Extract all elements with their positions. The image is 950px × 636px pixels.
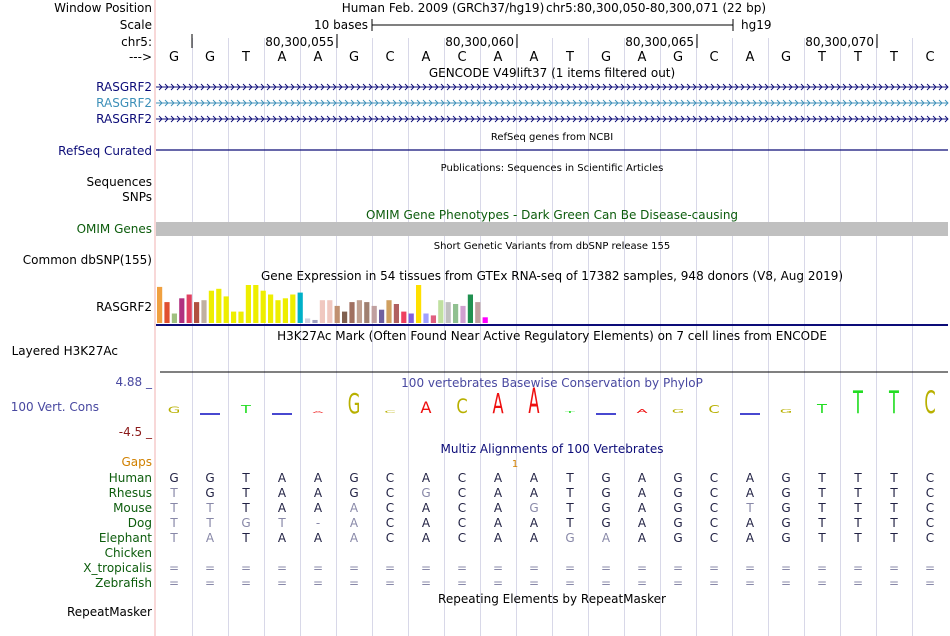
alignment-base: =	[456, 576, 468, 590]
conservation-max-label: 4.88 _	[115, 375, 152, 389]
alignment-base: =	[312, 561, 324, 575]
refseq-curated-label[interactable]: RefSeq Curated	[58, 144, 152, 158]
alignment-base: C	[709, 471, 719, 485]
alignment-base: G	[349, 486, 359, 500]
gtex-tissue-bar[interactable]	[209, 291, 214, 323]
alignment-base: =	[420, 561, 432, 575]
gtex-tissue-bar[interactable]	[312, 320, 317, 323]
alignment-base: A	[313, 486, 323, 500]
alignment-base: T	[818, 501, 826, 515]
alignment-base: A	[493, 531, 503, 545]
base-letter: G	[168, 50, 180, 65]
base-letter: T	[854, 50, 862, 65]
base-letter: C	[385, 50, 395, 65]
base-letter: A	[529, 50, 539, 65]
base-letter: C	[925, 50, 935, 65]
gtex-tissue-bar[interactable]	[261, 291, 266, 323]
alignment-base: =	[780, 561, 792, 575]
alignment-base: G	[673, 471, 683, 485]
alignment-base: A	[493, 471, 503, 485]
alignment-base: C	[385, 501, 395, 515]
gtex-tissue-bar[interactable]	[342, 312, 347, 323]
gtex-tissue-bar[interactable]	[431, 315, 436, 323]
alignment-base: A	[529, 471, 539, 485]
alignment-base: T	[818, 516, 826, 530]
gtex-tissue-bar[interactable]	[275, 300, 280, 323]
alignment-base: =	[528, 561, 540, 575]
alignment-base: G	[601, 501, 611, 515]
alignment-base: G	[673, 531, 683, 545]
base-letter: G	[348, 50, 360, 65]
conservation-letter: G	[347, 388, 361, 421]
base-letter: G	[204, 50, 216, 65]
chromosome-label: chr5:	[121, 35, 152, 49]
alignment-base: =	[636, 561, 648, 575]
alignment-base: C	[457, 516, 467, 530]
alignment-base: =	[168, 576, 180, 590]
alignment-base: G	[601, 486, 611, 500]
species-label[interactable]: X_tropicalis	[83, 561, 152, 575]
alignment-base: =	[888, 561, 900, 575]
base-letter: A	[637, 50, 647, 65]
gtex-tissue-bar[interactable]	[238, 312, 243, 323]
species-label[interactable]: Elephant	[98, 531, 152, 545]
alignment-base: A	[637, 471, 647, 485]
scale-db: hg19	[741, 18, 772, 32]
dbsnp-track-title[interactable]: Short Genetic Variants from dbSNP release 155	[433, 241, 671, 252]
publications-track-title[interactable]: Publications: Sequences in Scientific Articles	[440, 163, 664, 174]
alignment-base: =	[276, 561, 288, 575]
gaps-label: Gaps	[121, 455, 152, 469]
alignment-base: A	[637, 486, 647, 500]
gtex-tissue-bar[interactable]	[246, 285, 251, 323]
alignment-base: T	[242, 531, 250, 545]
alignment-base: =	[492, 561, 504, 575]
alignment-base: =	[924, 576, 936, 590]
alignment-base: A	[493, 516, 503, 530]
base-letter: A	[313, 50, 323, 65]
gencode-transcript-label[interactable]: RASGRF2	[96, 112, 152, 126]
gtex-tissue-bar[interactable]	[335, 306, 340, 323]
alignment-base: =	[384, 576, 396, 590]
conservation-letter: A	[636, 408, 648, 415]
alignment-base: T	[170, 516, 178, 530]
alignment-base: T	[170, 501, 178, 515]
conservation-neg-mark	[596, 413, 616, 415]
h3k27ac-track-title[interactable]: H3K27Ac Mark (Often Found Near Active Regulatory Elements) on 7 cell lines from ENCODE	[277, 329, 827, 343]
refseq-track-title[interactable]: RefSeq genes from NCBI	[490, 132, 614, 143]
base-letter: A	[277, 50, 287, 65]
alignment-base: C	[457, 501, 467, 515]
alignment-base: A	[493, 486, 503, 500]
alignment-base: =	[816, 576, 828, 590]
alignment-base: =	[672, 561, 684, 575]
alignment-base: A	[349, 501, 359, 515]
alignment-base: A	[313, 501, 323, 515]
conservation-letter: T	[889, 384, 899, 421]
alignment-base: =	[708, 576, 720, 590]
alignment-base: C	[385, 516, 395, 530]
alignment-base: =	[636, 576, 648, 590]
alignment-base: =	[744, 576, 756, 590]
gtex-tissue-bar[interactable]	[423, 314, 428, 324]
gtex-tissue-bar[interactable]	[187, 295, 192, 324]
gtex-tissue-bar[interactable]	[357, 300, 362, 323]
assembly-name[interactable]: Human Feb. 2009 (GRCh37/hg19)	[341, 1, 545, 15]
repeatmasker-label[interactable]: RepeatMasker	[66, 605, 152, 619]
conservation-letter: G	[671, 408, 685, 415]
alignment-base: C	[925, 516, 935, 530]
alignment-base: G	[673, 501, 683, 515]
alignment-base: =	[852, 561, 864, 575]
alignment-base: T	[566, 516, 574, 530]
alignment-base: C	[709, 516, 719, 530]
sequences-label[interactable]: Sequences	[86, 175, 152, 189]
species-label[interactable]: Human	[108, 471, 152, 485]
alignment-base: A	[745, 486, 755, 500]
alignment-base: T	[854, 501, 862, 515]
alignment-base: G	[565, 531, 575, 545]
gtex-tissue-bar[interactable]	[394, 304, 399, 323]
alignment-base: T	[170, 531, 178, 545]
alignment-base: G	[529, 501, 539, 515]
gtex-tissue-bar[interactable]	[327, 300, 332, 323]
conservation-letter: G	[167, 405, 181, 416]
alignment-base: =	[312, 576, 324, 590]
alignment-base: C	[925, 471, 935, 485]
alignment-base: G	[205, 471, 215, 485]
alignment-base: T	[170, 486, 178, 500]
alignment-base: T	[890, 516, 898, 530]
alignment-base: G	[241, 516, 251, 530]
base-letter: A	[493, 50, 503, 65]
alignment-base: T	[566, 501, 574, 515]
alignment-base: T	[890, 531, 898, 545]
alignment-base: C	[457, 486, 467, 500]
alignment-base: =	[888, 576, 900, 590]
conservation-letter: A	[528, 382, 540, 422]
species-label[interactable]: Dog	[127, 516, 152, 530]
species-label[interactable]: Mouse	[113, 501, 152, 515]
genomic-position[interactable]: chr5:80,300,050-80,300,071 (22 bp)	[545, 1, 767, 15]
alignment-base: C	[925, 486, 935, 500]
gtex-tissue-bar[interactable]	[194, 302, 199, 323]
gtex-track-title[interactable]: Gene Expression in 54 tissues from GTEx RNA-seq of 17382 samples, 948 donors (V8, Aug 2019)	[260, 269, 844, 283]
conservation-letter: C	[384, 409, 396, 414]
gtex-tissue-bar[interactable]	[468, 295, 473, 324]
conservation-letter: T	[241, 403, 251, 417]
gencode-transcript-label[interactable]: RASGRF2	[96, 80, 152, 94]
alignment-base: G	[781, 501, 791, 515]
alignment-base: A	[529, 486, 539, 500]
alignment-base: A	[277, 501, 287, 515]
alignment-base: A	[313, 471, 323, 485]
base-letter: C	[457, 50, 467, 65]
base-letter: A	[421, 50, 431, 65]
coordinate-ruler	[192, 34, 877, 49]
alignment-base: =	[348, 576, 360, 590]
alignment-base: G	[673, 486, 683, 500]
alignment-base: T	[890, 471, 898, 485]
alignment-base: G	[781, 531, 791, 545]
multiz-track-title[interactable]: Multiz Alignments of 100 Vertebrates	[440, 442, 664, 456]
alignment-base: =	[744, 561, 756, 575]
gtex-tissue-bar[interactable]	[483, 317, 488, 323]
alignment-base: T	[242, 501, 250, 515]
base-letter: T	[890, 50, 898, 65]
conservation-letter: A	[312, 410, 324, 414]
alignment-base: =	[564, 561, 576, 575]
alignment-base: T	[206, 501, 214, 515]
alignment-base: =	[708, 561, 720, 575]
gtex-tissue-bar[interactable]	[409, 314, 414, 324]
gtex-tissue-bar[interactable]	[172, 314, 177, 324]
alignment-base: =	[600, 576, 612, 590]
alignment-base: G	[421, 486, 431, 500]
gtex-tissue-bar[interactable]	[268, 295, 273, 324]
alignment-base: T	[854, 486, 862, 500]
gencode-track-title[interactable]: GENCODE V49lift37 (1 items filtered out)	[428, 66, 676, 80]
alignment-base: C	[457, 531, 467, 545]
alignment-base: A	[421, 516, 431, 530]
alignment-base: A	[637, 531, 647, 545]
gtex-tissue-bar[interactable]	[320, 300, 325, 323]
alignment-base: A	[277, 471, 287, 485]
conservation-letter: T	[853, 384, 863, 421]
alignment-base: C	[709, 486, 719, 500]
alignment-base: =	[492, 576, 504, 590]
conservation-neg-mark	[740, 413, 760, 415]
alignment-base: =	[564, 576, 576, 590]
species-label[interactable]: Rhesus	[108, 486, 152, 500]
alignment-base: C	[925, 501, 935, 515]
gtex-tissue-bar[interactable]	[179, 298, 184, 323]
alignment-base: G	[601, 516, 611, 530]
alignment-base: A	[349, 516, 359, 530]
gtex-tissue-bar[interactable]	[157, 287, 162, 323]
alignment-base: =	[240, 576, 252, 590]
base-letter: T	[818, 50, 826, 65]
alignment-base: G	[781, 486, 791, 500]
ruler-coordinate: 80,300,065	[625, 35, 694, 49]
alignment-base: A	[745, 516, 755, 530]
gtex-tissue-bar[interactable]	[379, 310, 384, 323]
alignment-base: G	[205, 486, 215, 500]
gtex-tissue-bar[interactable]	[386, 300, 391, 323]
gap-marker: 1	[511, 459, 519, 470]
alignment-base: A	[421, 471, 431, 485]
alignment-base: A	[637, 516, 647, 530]
alignment-base: =	[528, 576, 540, 590]
alignment-base: =	[348, 561, 360, 575]
alignment-base: =	[276, 576, 288, 590]
strand-arrow-label: --->	[128, 50, 152, 64]
alignment-base: A	[313, 531, 323, 545]
alignment-base: T	[818, 471, 826, 485]
gtex-tissue-bar[interactable]	[349, 302, 354, 323]
alignment-base: C	[385, 486, 395, 500]
gtex-tissue-bar[interactable]	[283, 298, 288, 323]
species-label[interactable]: Zebrafish	[95, 576, 152, 590]
alignment-base: A	[637, 501, 647, 515]
alignment-base: T	[890, 501, 898, 515]
gtex-tissue-bar[interactable]	[446, 302, 451, 323]
dbsnp-label[interactable]: Common dbSNP(155)	[22, 253, 152, 267]
conservation-letter: C	[708, 403, 720, 417]
alignment-base: A	[277, 531, 287, 545]
ruler-coordinate: 80,300,070	[805, 35, 874, 49]
gtex-tissue-bar[interactable]	[164, 302, 169, 323]
conservation-track-title[interactable]: 100 vertebrates Basewise Conservation by PhyloP	[401, 376, 703, 390]
alignment-base: A	[421, 531, 431, 545]
alignment-base: C	[457, 471, 467, 485]
gencode-track[interactable]	[96, 80, 948, 126]
conservation-letter: C	[456, 396, 468, 419]
omim-gene-bar[interactable]	[156, 222, 948, 236]
alignment-base: C	[925, 531, 935, 545]
conservation-letter: G	[779, 408, 793, 415]
conservation-min-label: -4.5 _	[118, 425, 152, 439]
gtex-tissue-bar[interactable]	[253, 285, 258, 323]
alignment-base: A	[349, 531, 359, 545]
gtex-tissue-bar[interactable]	[305, 318, 310, 323]
snps-label[interactable]: SNPs	[122, 190, 152, 204]
species-label[interactable]: Chicken	[104, 546, 152, 560]
gtex-tissue-bar[interactable]	[290, 295, 295, 324]
alignment-base: T	[278, 516, 286, 530]
alignment-base: C	[385, 531, 395, 545]
conservation-neg-mark	[200, 413, 220, 415]
gtex-tissue-bar[interactable]	[460, 306, 465, 323]
alignment-base: =	[240, 561, 252, 575]
base-letter: G	[780, 50, 792, 65]
alignment-base: =	[420, 576, 432, 590]
gtex-tissue-bar[interactable]	[231, 312, 236, 323]
alignment-base: T	[854, 516, 862, 530]
alignment-base: T	[566, 471, 574, 485]
ruler-coordinate: 80,300,060	[445, 35, 514, 49]
omim-genes-label[interactable]: OMIM Genes	[76, 222, 152, 236]
alignment-base: C	[709, 531, 719, 545]
alignment-base: T	[890, 486, 898, 500]
gtex-tissue-bar[interactable]	[475, 302, 480, 323]
conservation-letter: C	[924, 384, 936, 421]
alignment-base: G	[349, 471, 359, 485]
gtex-tissue-bar[interactable]	[224, 296, 229, 323]
alignment-base: C	[709, 501, 719, 515]
alignment-base: =	[600, 561, 612, 575]
base-letter: C	[709, 50, 719, 65]
alignment-base: =	[456, 561, 468, 575]
alignment-base: T	[818, 531, 826, 545]
alignment-base: A	[421, 501, 431, 515]
conservation-neg-mark	[272, 413, 292, 415]
alignment-base: G	[169, 471, 179, 485]
alignment-base: =	[816, 561, 828, 575]
alignment-base: T	[854, 471, 862, 485]
window-position-label: Window Position	[54, 1, 152, 15]
alignment-base: A	[745, 471, 755, 485]
gtex-tissue-bar[interactable]	[438, 300, 443, 323]
base-letter: T	[566, 50, 574, 65]
conservation-letter: T	[565, 410, 575, 414]
h3k27ac-label[interactable]: Layered H3K27Ac	[11, 344, 118, 358]
alignment-base: =	[780, 576, 792, 590]
alignment-base: T	[242, 486, 250, 500]
gtex-tissue-bar[interactable]	[201, 300, 206, 323]
alignment-base: =	[924, 561, 936, 575]
alignment-base: T	[746, 501, 754, 515]
multiz-alignment[interactable]	[83, 471, 935, 590]
omim-track-title[interactable]: OMIM Gene Phenotypes - Dark Green Can Be Disease-causing	[365, 208, 739, 222]
gtex-tissue-bar[interactable]	[372, 306, 377, 323]
base-sequence	[169, 50, 935, 65]
alignment-base: =	[204, 576, 216, 590]
ruler-coordinate: 80,300,055	[265, 35, 334, 49]
alignment-base: G	[601, 471, 611, 485]
alignment-base: G	[781, 516, 791, 530]
alignment-base: A	[493, 501, 503, 515]
alignment-base: T	[854, 531, 862, 545]
scale-text: 10 bases	[314, 18, 368, 32]
alignment-base: T	[566, 486, 574, 500]
alignment-base: A	[277, 486, 287, 500]
alignment-base: T	[206, 516, 214, 530]
alignment-base: C	[385, 471, 395, 485]
alignment-base: =	[204, 561, 216, 575]
alignment-base: =	[672, 576, 684, 590]
gtex-tissue-bar[interactable]	[364, 302, 369, 323]
alignment-base: T	[242, 471, 250, 485]
alignment-base: A	[529, 516, 539, 530]
gencode-transcript-label[interactable]: RASGRF2	[96, 96, 152, 110]
alignment-base: =	[384, 561, 396, 575]
base-letter: T	[242, 50, 250, 65]
gtex-tissue-bar[interactable]	[453, 304, 458, 323]
alignment-base: A	[529, 531, 539, 545]
conservation-letter: A	[492, 388, 504, 421]
alignment-base: G	[673, 516, 683, 530]
gtex-tissue-bar[interactable]	[416, 285, 421, 323]
repeatmasker-track-title[interactable]: Repeating Elements by RepeatMasker	[438, 592, 666, 606]
gtex-tissue-bar[interactable]	[216, 289, 221, 323]
alignment-base: =	[168, 561, 180, 575]
gtex-tissue-bar[interactable]	[401, 312, 406, 323]
gtex-expression-bars[interactable]	[157, 285, 488, 323]
conservation-letter: T	[817, 402, 827, 417]
scale-label: Scale	[119, 18, 152, 32]
gtex-gene-label[interactable]: RASGRF2	[96, 300, 152, 314]
gtex-tissue-bar[interactable]	[298, 293, 303, 323]
conservation-label[interactable]: 100 Vert. Cons	[10, 400, 99, 414]
base-letter: A	[745, 50, 755, 65]
alignment-base: =	[852, 576, 864, 590]
base-letter: G	[672, 50, 684, 65]
alignment-base: G	[781, 471, 791, 485]
alignment-base: A	[601, 531, 611, 545]
alignment-base: -	[315, 516, 321, 530]
conservation-letter: A	[420, 398, 432, 417]
alignment-base: T	[818, 486, 826, 500]
alignment-base: A	[205, 531, 215, 545]
base-letter: G	[600, 50, 612, 65]
alignment-base: A	[745, 531, 755, 545]
